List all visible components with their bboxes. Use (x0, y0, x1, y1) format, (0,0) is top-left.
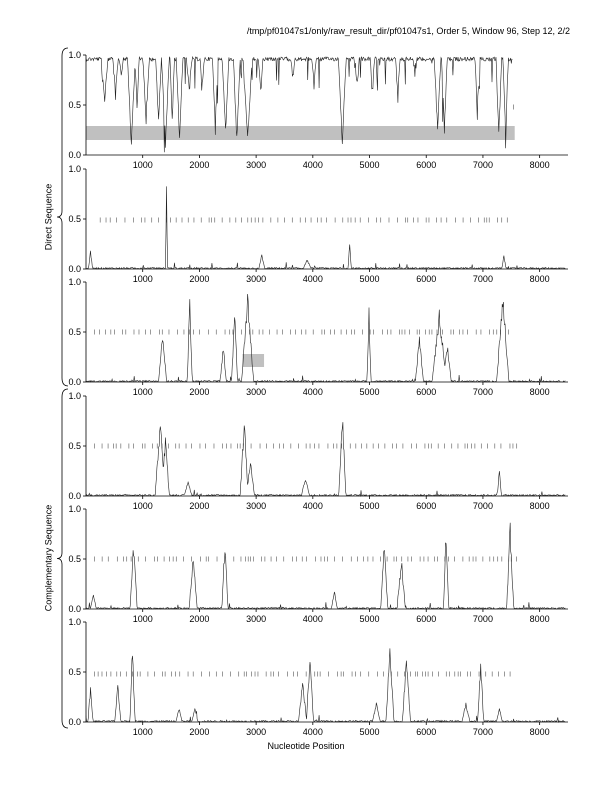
y-tick-label: 1.0 (68, 50, 81, 60)
x-tick-label: 3000 (246, 727, 267, 737)
x-tick-label: 6000 (416, 274, 437, 284)
x-tick-label: 3000 (246, 501, 267, 511)
y-tick-label: 0.0 (68, 264, 81, 274)
x-tick-label: 4000 (302, 727, 323, 737)
x-tick-label: 5000 (359, 727, 380, 737)
x-tick-label: 1000 (132, 727, 153, 737)
x-tick-label: 6000 (416, 387, 437, 397)
x-tick-label: 4000 (302, 614, 323, 624)
x-tick-label: 8000 (529, 387, 550, 397)
x-tick-label: 2000 (189, 501, 210, 511)
complementary-sequence-label: Complementary Sequence (42, 504, 53, 612)
y-tick-label: 0.5 (68, 667, 81, 677)
complementary-brace (57, 389, 68, 728)
series-line (86, 422, 565, 496)
x-tick-label: 6000 (416, 727, 437, 737)
series-line (86, 523, 565, 609)
y-tick-label: 0.0 (68, 150, 81, 160)
x-tick-label: 3000 (246, 387, 267, 397)
x-tick-label: 7000 (472, 274, 493, 284)
x-tick-label: 1000 (132, 160, 153, 170)
x-tick-label: 4000 (302, 387, 323, 397)
y-tick-label: 0.5 (68, 554, 81, 564)
y-tick-label: 0.5 (68, 100, 81, 110)
x-tick-label: 6000 (416, 501, 437, 511)
x-tick-label: 2000 (189, 614, 210, 624)
direct-sequence-label: Direct Sequence (42, 183, 53, 251)
y-tick-label: 0.0 (68, 377, 81, 387)
x-tick-label: 3000 (246, 614, 267, 624)
series-line (86, 648, 565, 722)
x-tick-label: 7000 (472, 614, 493, 624)
series-line (86, 294, 565, 382)
x-tick-label: 8000 (529, 614, 550, 624)
x-tick-label: 8000 (529, 274, 550, 284)
y-tick-label: 0.0 (68, 604, 81, 614)
x-tick-label: 5000 (359, 387, 380, 397)
x-tick-label: 4000 (302, 274, 323, 284)
x-tick-label: 5000 (359, 501, 380, 511)
x-tick-label: 1000 (132, 614, 153, 624)
x-tick-label: 5000 (359, 614, 380, 624)
y-tick-label: 0.0 (68, 491, 81, 501)
x-tick-label: 7000 (472, 727, 493, 737)
series-line (86, 186, 565, 269)
x-tick-label: 7000 (472, 387, 493, 397)
x-tick-label: 2000 (189, 727, 210, 737)
x-tick-label: 2000 (189, 387, 210, 397)
x-tick-label: 5000 (359, 274, 380, 284)
x-tick-label: 4000 (302, 501, 323, 511)
x-tick-label: 1000 (132, 501, 153, 511)
x-tick-label: 8000 (529, 727, 550, 737)
x-tick-label: 3000 (246, 160, 267, 170)
x-tick-label: 1000 (132, 387, 153, 397)
x-tick-label: 7000 (472, 501, 493, 511)
x-tick-label: 8000 (529, 501, 550, 511)
y-tick-label: 0.5 (68, 214, 81, 224)
x-tick-label: 2000 (189, 274, 210, 284)
x-axis-title: Nucleotide Position (267, 741, 345, 751)
x-tick-label: 6000 (416, 160, 437, 170)
figure-header: /tmp/pf01047s1/only/raw_result_dir/pf01047s1, Order 5, Window 96, Step 12, 2/2 (246, 26, 570, 36)
shaded-band (243, 354, 265, 367)
y-tick-label: 0.5 (68, 441, 81, 451)
x-tick-label: 3000 (246, 274, 267, 284)
y-tick-label: 0.5 (68, 327, 81, 337)
x-tick-label: 2000 (189, 160, 210, 170)
y-tick-label: 0.0 (68, 717, 81, 727)
y-tick-label: 1.0 (68, 277, 81, 287)
shaded-band (86, 126, 515, 140)
x-tick-label: 7000 (472, 160, 493, 170)
y-tick-label: 1.0 (68, 617, 81, 627)
y-tick-label: 1.0 (68, 164, 81, 174)
x-tick-label: 1000 (132, 274, 153, 284)
x-tick-label: 8000 (529, 160, 550, 170)
y-tick-label: 1.0 (68, 391, 81, 401)
x-tick-label: 5000 (359, 160, 380, 170)
x-tick-label: 6000 (416, 614, 437, 624)
direct-brace (57, 48, 68, 386)
y-tick-label: 1.0 (68, 504, 81, 514)
x-tick-label: 4000 (302, 160, 323, 170)
